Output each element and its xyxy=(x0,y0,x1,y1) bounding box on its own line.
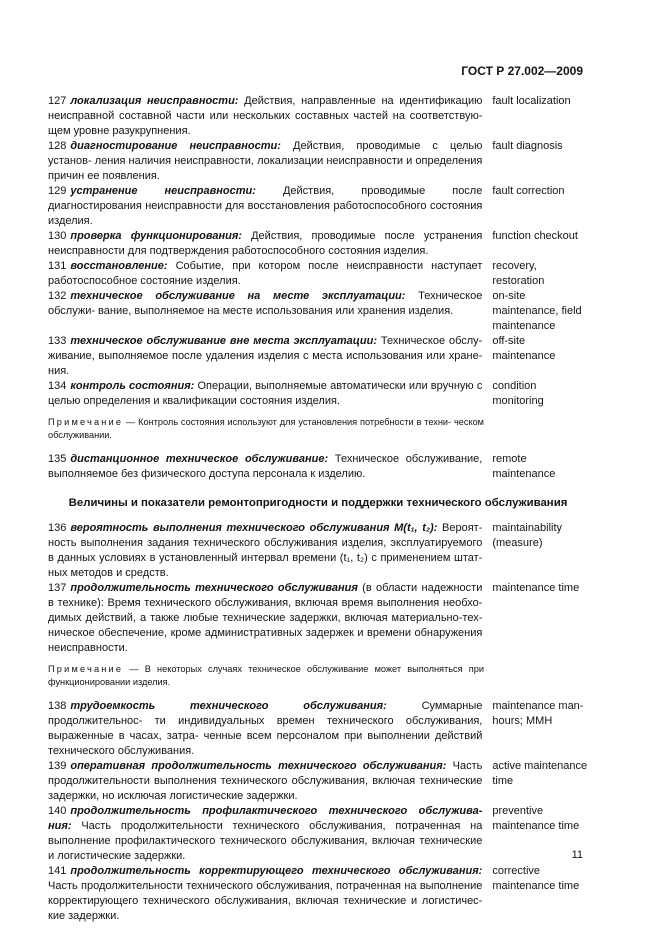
term-entry-139 xyxy=(48,759,588,804)
term-name: дистанционное техническое обслуживание: xyxy=(70,453,329,465)
english-equivalent: preventive maintenance time xyxy=(492,805,580,832)
term-definition xyxy=(48,759,482,804)
term-number: 133 xyxy=(48,335,67,347)
term-number: 135 xyxy=(48,453,67,465)
term-number: 138 xyxy=(48,700,67,712)
english-equivalent: maintainability (measure) xyxy=(492,522,563,549)
term-entry-129 xyxy=(48,184,588,229)
entries-group-b xyxy=(48,521,588,656)
term-text: (в области надежности в технике): Время технического обслуживания, включая время выполнения необхо- димых действий, а также любые технические задержки, включая материально-тех- ническое обеспечение, кроме административных задержек и времени обнаружения неисправности. xyxy=(48,582,483,654)
term-number: 137 xyxy=(48,582,67,594)
english-equivalent: condition monitoring xyxy=(492,380,544,407)
term-name: проверка функционирования: xyxy=(70,230,242,242)
term-number: 131 xyxy=(48,260,67,272)
term-entry-133 xyxy=(48,334,588,379)
term-definition xyxy=(48,379,482,409)
term-text: Действия, направленные на идентификацию неисправной составной части или нескольких составных частей на соответствую- щем уровне разукрупнения. xyxy=(48,95,483,137)
english-equivalent: off-site maintenance xyxy=(492,335,556,362)
term-entry-128 xyxy=(48,139,588,184)
english-equivalent: fault correction xyxy=(492,185,565,197)
term-number: 141 xyxy=(48,865,67,877)
term-text: Техническое обслужи- вание, выполняемое на месте использования или хранения изделия. xyxy=(48,290,483,317)
term-text: Действия, проводимые с целью установ- ления наличия неисправности, локализации неисправности и определения причин ее появления. xyxy=(48,140,483,182)
note-2 xyxy=(48,663,484,689)
term-entry-130 xyxy=(48,229,588,259)
term-name: контроль состояния: xyxy=(70,380,195,392)
term-number: 136 xyxy=(48,522,67,534)
entries-group-a xyxy=(48,94,588,409)
term-name: техническое обслуживание на месте эксплуатации: xyxy=(70,290,406,302)
term-entry-132 xyxy=(48,289,588,334)
term-text: Вероят- ность выполнения задания технического обслуживания изделия, эксплуатируемого в данных условиях в установленный интервал времени (t₁, t₂) с применением штат- ных методов и средств. xyxy=(48,522,483,579)
note-label: Примечание xyxy=(48,664,124,674)
term-name: вероятность выполнения технического обслуживания M(t₁, t₂): xyxy=(70,522,438,534)
term-text: Действия, проводимые после диагностирования неисправности для восстановления работоспособного состояния изделия. xyxy=(48,185,483,227)
term-entry-138 xyxy=(48,699,588,759)
english-equivalent: active maintenance time xyxy=(492,760,588,787)
term-entry-127 xyxy=(48,94,588,139)
term-entry-141 xyxy=(48,864,588,924)
term-text: Событие, при котором после неисправности наступает работоспособное состояние изделия. xyxy=(48,260,483,287)
note-text: — Контроль состояния используют для установления потребности в техни- ческом обслуживании. xyxy=(48,417,484,440)
term-name: оперативная продолжительность технического обслуживания: xyxy=(70,760,447,772)
term-definition xyxy=(48,229,482,259)
term-name: восстановление: xyxy=(70,260,168,272)
term-name: трудоемкость технического обслуживания: xyxy=(70,700,387,712)
english-equivalent: fault diagnosis xyxy=(492,140,563,152)
term-definition xyxy=(48,452,482,482)
term-name: продолжительность технического обслуживания xyxy=(70,582,358,594)
term-definition xyxy=(48,289,482,334)
page-number: 11 xyxy=(571,849,583,861)
english-equivalent: recovery, restoration xyxy=(492,260,545,287)
term-text: Техническое обслу- живание, выполняемое после удаления изделия с места использования или хране- ния. xyxy=(48,335,483,377)
term-number: 134 xyxy=(48,380,67,392)
note-label: Примечание xyxy=(48,417,124,427)
section-heading: Величины и показатели ремонтопригодности и поддержки технического обслуживания xyxy=(68,497,568,509)
term-definition xyxy=(48,184,482,229)
term-name: устранение неисправности: xyxy=(70,185,256,197)
document-body xyxy=(48,94,588,924)
entries-group-c xyxy=(48,699,588,924)
term-number: 128 xyxy=(48,140,67,152)
document-id: ГОСТ Р 27.002—2009 xyxy=(461,64,583,78)
term-number: 132 xyxy=(48,290,67,302)
term-definition xyxy=(48,804,482,864)
term-text: Операции, выполняемые автоматически или вручную с целью определения и квалификации состояния изделия. xyxy=(48,380,483,407)
term-name: продолжительность профилактического технического обслужива- ния: xyxy=(48,805,483,832)
term-definition xyxy=(48,259,482,289)
note-1 xyxy=(48,416,484,442)
term-name: диагностирование неисправности: xyxy=(70,140,281,152)
english-equivalent: remote maintenance xyxy=(492,453,556,480)
term-entry-137 xyxy=(48,581,588,656)
term-entry-140 xyxy=(48,804,588,864)
term-definition xyxy=(48,139,482,184)
term-definition xyxy=(48,699,482,759)
term-entry-131 xyxy=(48,259,588,289)
term-name: техническое обслуживание вне места эксплуатации: xyxy=(70,335,377,347)
term-number: 139 xyxy=(48,760,67,772)
term-number: 129 xyxy=(48,185,67,197)
term-text: Техническое обслуживание, выполняемое без физического доступа персонала к изделию. xyxy=(48,453,483,480)
term-number: 130 xyxy=(48,230,67,242)
term-definition xyxy=(48,521,482,581)
term-text: Часть продолжительности выполнения технического обслуживания, включая технические задержки, но исключая логистические задержки. xyxy=(48,760,483,802)
term-number: 127 xyxy=(48,95,67,107)
english-equivalent: maintenance man-hours; MMH xyxy=(492,700,584,727)
note-text: — В некоторых случаях техническое обслуживание может выполняться при функционировании изделия. xyxy=(48,664,484,687)
term-name: локализация неисправности: xyxy=(70,95,239,107)
term-definition xyxy=(48,94,482,139)
term-entry-134 xyxy=(48,379,588,409)
english-equivalent: maintenance time xyxy=(492,582,580,594)
term-entry-135 xyxy=(48,452,588,482)
term-text: Действия, проводимые после устранения неисправности для подтверждения работоспособного состояния изделия. xyxy=(48,230,483,257)
term-definition xyxy=(48,334,482,379)
term-text: Суммарные продолжительнос- ти индивидуальных времен технического обслуживания, выраженные в часах, затра- ченные всем персоналом при выполнении действий технического обслуживания. xyxy=(48,700,483,757)
term-entry-136 xyxy=(48,521,588,581)
term-number: 140 xyxy=(48,805,67,817)
term-text: Часть продолжительности технического обслуживания, потраченная на выполнение корректирующего технического обслуживания, включая технические и логистичес- кие задержки. xyxy=(48,880,483,922)
term-name: продолжительность корректирующего технического обслуживания: xyxy=(70,865,483,877)
english-equivalent: function checkout xyxy=(492,230,578,242)
english-equivalent: fault localization xyxy=(492,95,571,107)
term-text: Часть продолжительности технического обслуживания, потраченная на выполнение профилактического технического обслуживания, включая технические и логистические задержки. xyxy=(48,820,483,862)
term-definition xyxy=(48,581,482,656)
term-definition xyxy=(48,864,482,924)
english-equivalent: on-site maintenance, field maintenance xyxy=(492,290,582,332)
english-equivalent: corrective maintenance time xyxy=(492,865,580,892)
